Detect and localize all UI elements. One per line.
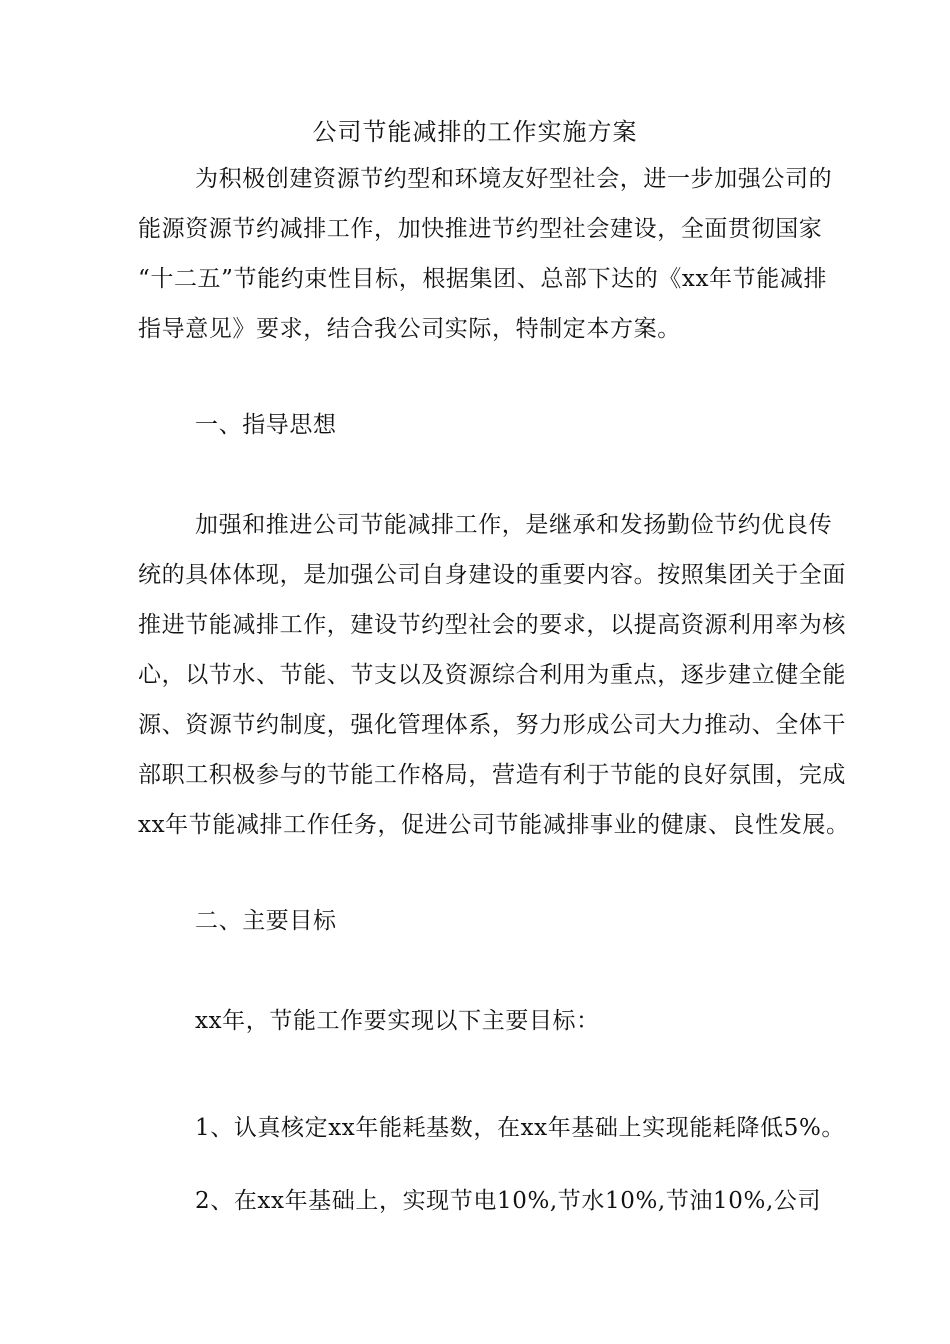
intro-line-1: 为积极创建资源节约型和环境友好型社会，进一步加强公司的: [195, 166, 833, 192]
goal-item-1: 1、认真核定xx年能耗基数，在xx年基础上实现能耗降低5%。: [195, 1115, 846, 1141]
section1-line-4: 心，以节水、节能、节支以及资源综合利用为重点，逐步建立健全能: [138, 662, 846, 688]
section1-line-6: 部职工积极参与的节能工作格局，营造有利于节能的良好氛围，完成: [138, 762, 846, 788]
section1-heading: 一、指导思想: [195, 412, 337, 438]
section1-line-7: xx年节能减排工作任务，促进公司节能减排事业的健康、良性发展。: [138, 812, 850, 838]
section2-intro: xx年，节能工作要实现以下主要目标：: [195, 1008, 600, 1034]
section1-line-1: 加强和推进公司节能减排工作，是继承和发扬勤俭节约优良传: [195, 512, 833, 538]
section1-line-2: 统的具体体现，是加强公司自身建设的重要内容。按照集团关于全面: [138, 562, 846, 588]
section1-line-3: 推进节能减排工作，建设节约型社会的要求，以提高资源利用率为核: [138, 612, 846, 638]
intro-line-2: 能源资源节约减排工作，加快推进节约型社会建设，全面贯彻国家: [138, 216, 823, 242]
intro-line-4: 指导意见》要求，结合我公司实际，特制定本方案。: [138, 316, 681, 342]
section1-line-5: 源、资源节约制度，强化管理体系，努力形成公司大力推动、全体干: [138, 712, 846, 738]
intro-line-3: “十二五”节能约束性目标，根据集团、总部下达的《xx年节能减排: [138, 266, 828, 292]
goal-item-2: 2、在xx年基础上，实现节电10%,节水10%,节油10%,公司: [195, 1188, 822, 1214]
section2-heading: 二、主要目标: [195, 908, 337, 934]
document-title: 公司节能减排的工作实施方案: [312, 118, 638, 146]
